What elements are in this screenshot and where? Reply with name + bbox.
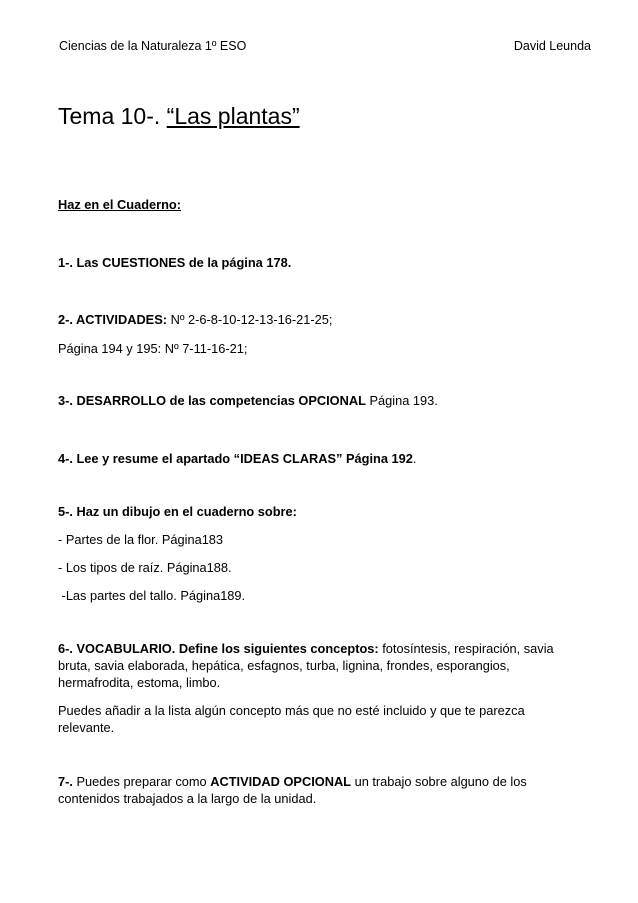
item-1: 1-. Las CUESTIONES de la página 178.: [58, 255, 292, 270]
item-2-label: 2-. ACTIVIDADES:: [58, 312, 171, 327]
item-6: [58, 640, 578, 691]
item-5-line1: - Partes de la flor. Página183: [58, 532, 224, 547]
item-7-text2: un trabajo sobre alguno de los contenidos trabajados a la largo de la unidad.: [58, 774, 527, 806]
page-header: [59, 39, 591, 53]
item-7-emphasis: ACTIVIDAD OPCIONAL: [210, 774, 352, 789]
item-3: [58, 392, 578, 409]
item-7-text1: Puedes preparar como: [72, 774, 211, 789]
item-4: [58, 450, 578, 467]
item-2-text: Nº 2-6-8-10-12-13-16-21-25;: [170, 312, 333, 327]
item-7: [58, 773, 578, 807]
section-subtitle: Haz en el Cuaderno:: [58, 197, 182, 212]
item-2: [58, 311, 578, 328]
item-3-label: 3-. DESARROLLO de las competencias OPCIONAL: [58, 393, 366, 408]
item-4-text: .: [412, 451, 417, 466]
item-6-text: fotosíntesis, respiración, savia bruta, savia elaborada, hepática, esfagnos, turba, lignina, frondes, esporangios, hermafrodita, estoma, limbo.: [58, 641, 554, 690]
item-5-line2: - Los tipos de raíz. Página188.: [58, 560, 232, 575]
item-2-line2: Página 194 y 195: Nº 7-11-16-21;: [58, 341, 248, 356]
item-7-label: 7-.: [58, 774, 73, 789]
item-5: 5-. Haz un dibujo en el cuaderno sobre:: [58, 504, 297, 519]
item-6-extra: Puedes añadir a la lista algún concepto más que no esté incluido y que te parezca relevante.: [58, 703, 525, 735]
item-5-line3: -Las partes del tallo. Página189.: [58, 588, 246, 603]
item-4-label: 4-. Lee y resume el apartado “IDEAS CLARAS” Página 192: [58, 451, 413, 466]
header-author: David Leunda: [513, 39, 591, 53]
title-prefix: Tema 10-.: [58, 103, 167, 129]
title-main: “Las plantas”: [166, 103, 300, 129]
item-6-label: 6-. VOCABULARIO. Define los siguientes conceptos:: [58, 641, 379, 656]
item-3-text: Página 193.: [365, 393, 438, 408]
page-title: [58, 103, 300, 130]
header-course: Ciencias de la Naturaleza 1º ESO: [59, 39, 247, 53]
